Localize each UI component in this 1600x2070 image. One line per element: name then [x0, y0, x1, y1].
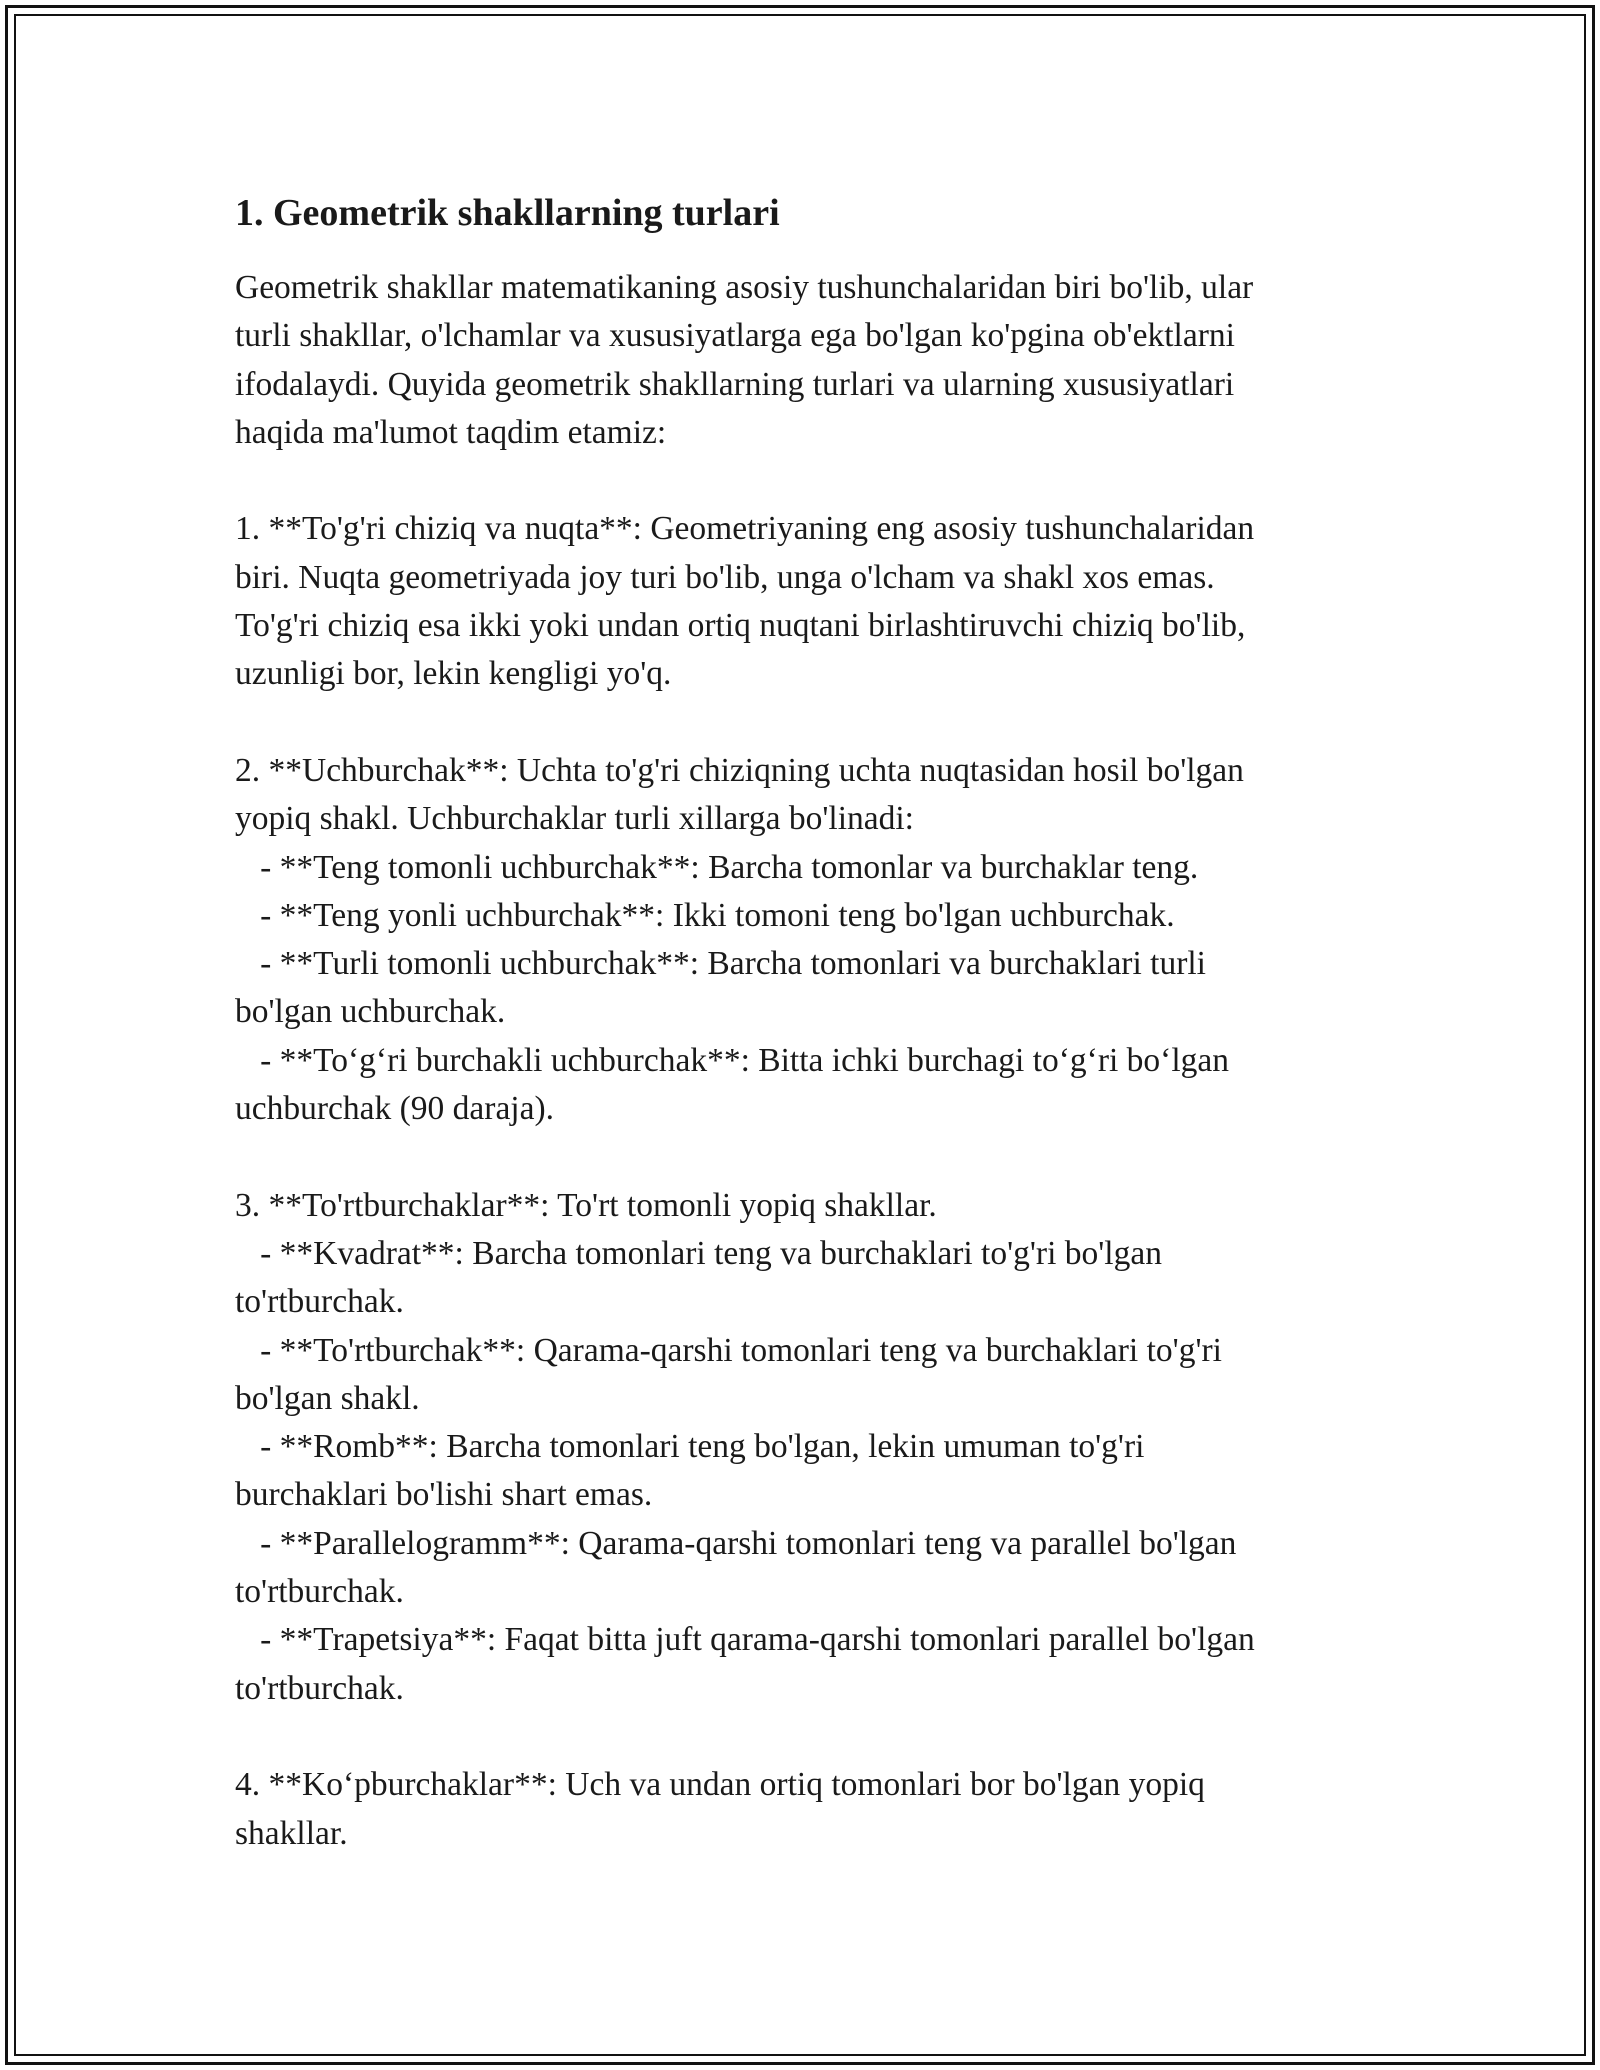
text-line: to'rtburchak.: [235, 1669, 404, 1707]
text-line: to'rtburchak.: [235, 1573, 404, 1611]
intro-paragraph: [235, 264, 1385, 457]
item-polygons: [235, 1761, 1385, 1858]
text-line: bo'lgan shakl.: [235, 1379, 420, 1417]
text-line: uzunligi bor, lekin kengligi yo'q.: [235, 655, 672, 693]
section-heading: 1. Geometrik shakllarning turlari: [235, 192, 780, 234]
text-line: uchburchak (90 daraja).: [235, 1090, 555, 1128]
text-line: - **To‘g‘ri burchakli uchburchak**: Bitta ichki burchagi to‘g‘ri bo‘lgan: [235, 1041, 1229, 1079]
text-line: to'rtburchak.: [235, 1283, 404, 1321]
text-line: - **Trapetsiya**: Faqat bitta juft qarama-qarshi tomonlari parallel bo'lgan: [235, 1621, 1255, 1659]
text-line: - **Romb**: Barcha tomonlari teng bo'lgan, lekin umuman to'g'ri: [235, 1428, 1145, 1466]
text-line: - **Teng yonli uchburchak**: Ikki tomoni teng bo'lgan uchburchak.: [235, 896, 1175, 934]
text-line: 1. **To'g'ri chiziq va nuqta**: Geometriyaning eng asosiy tushunchalaridan: [235, 510, 1255, 548]
paragraph-spacer: [235, 699, 1385, 747]
text-line: ifodalaydi. Quyida geometrik shakllarning turlari va ularning xususiyatlari: [235, 365, 1235, 403]
text-line: turli shakllar, o'lchamlar va xususiyatlarga ega bo'lgan ko'pgina ob'ektlarni: [235, 317, 1235, 355]
paragraph-spacer: [235, 1713, 1385, 1761]
text-line: burchaklari bo'lishi shart emas.: [235, 1476, 653, 1514]
text-line: - **Turli tomonli uchburchak**: Barcha tomonlari va burchaklari turli: [235, 945, 1206, 983]
text-line: Geometrik shakllar matematikaning asosiy tushunchalaridan biri bo'lib, ular: [235, 269, 1254, 306]
text-line: - **To'rtburchak**: Qarama-qarshi tomonlari teng va burchaklari to'g'ri: [235, 1331, 1222, 1369]
text-line: - **Teng tomonli uchburchak**: Barcha tomonlar va burchaklar teng.: [235, 848, 1199, 886]
paragraph-spacer: [235, 457, 1385, 505]
text-line: 3. **To'rtburchaklar**: To'rt tomonli yopiq shakllar.: [235, 1186, 937, 1224]
text-line: bo'lgan uchburchak.: [235, 993, 506, 1031]
text-line: To'g'ri chiziq esa ikki yoki undan ortiq nuqtani birlashtiruvchi chiziq bo'lib,: [235, 607, 1246, 645]
text-line: yopiq shakl. Uchburchaklar turli xillarga bo'linadi:: [235, 800, 914, 838]
text-line: biri. Nuqta geometriyada joy turi bo'lib, unga o'lcham va shakl xos emas.: [235, 558, 1215, 596]
item-straight-line-and-point: [235, 505, 1385, 698]
text-line: - **Parallelogramm**: Qarama-qarshi tomonlari teng va parallel bo'lgan: [235, 1524, 1237, 1562]
item-quadrilaterals: [235, 1182, 1385, 1713]
text-line: - **Kvadrat**: Barcha tomonlari teng va burchaklari to'g'ri bo'lgan: [235, 1234, 1162, 1272]
text-line: 4. **Ko‘pburchaklar**: Uch va undan ortiq tomonlari bor bo'lgan yopiq: [235, 1766, 1205, 1804]
text-line: shakllar.: [235, 1814, 348, 1852]
item-triangle: [235, 747, 1385, 1133]
text-line: 2. **Uchburchak**: Uchta to'g'ri chiziqning uchta nuqtasidan hosil bo'lgan: [235, 751, 1244, 789]
document-body: [235, 186, 1385, 1858]
paragraph-spacer: [235, 1133, 1385, 1181]
text-line: haqida ma'lumot taqdim etamiz:: [235, 413, 667, 451]
